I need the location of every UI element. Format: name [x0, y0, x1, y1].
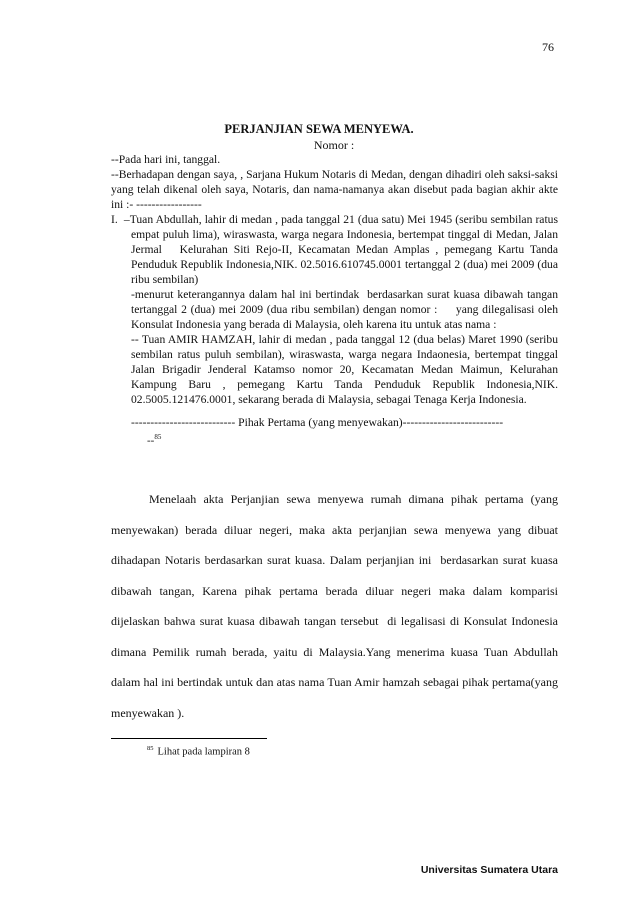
first-party-principal: -- Tuan AMIR HAMZAH, lahir di medan , pada tanggal 12 (dua belas) Maret 1990 (seribu sembilan ratus puluh sembilan), wiraswasta, warga negara Indaonesia, bertempat tinggal Jalan Brigadir Jenderal Katamso nomor 20, Kecamatan Medan Maimun, Kelurahan Kampung Baru , pemegang Kartu Tanda Penduduk Republik Indonesia,NIK. 02.5005.121476.0001, sekarang berada di Malaysia, sebagai Tenaga Kerja Indonesia.: [131, 333, 558, 406]
university-footer: Universitas Sumatera Utara: [420, 864, 558, 876]
first-party-paragraph: I. –Tuan Abdullah, lahir di medan , pada tanggal 21 (dua satu) Mei 1945 (seribu sembilan ratus empat puluh lima), wiraswasta, warga negara Indonesia, bertempat tinggal di Medan, Jalan Jermal Kelurahan Siti Rejo-II, Kecamatan Medan Amplas , pemegang Kartu Tanda Penduduk Republik Indonesia,NIK. 02.5016.610745.0001 tertanggal 2 (dua) mei 2009 (dua ribu sembilan): [111, 213, 558, 286]
party-separator-line: [111, 415, 558, 430]
footnote-reference: 85: [154, 433, 162, 441]
deed-appearance-paragraph: --Berhadapan dengan saya, , Sarjana Hukum Notaris di Medan, dengan dihadiri oleh saksi-saksi yang telah dikenal oleh saya, Notaris, dan nama-namanya akan disebut pada bagian akhir akte ini :- -----------------: [111, 168, 558, 211]
separator-label: Pihak Pertama (yang menyewakan): [235, 416, 403, 429]
document-number-label: Nomor :: [313, 138, 355, 152]
deed-date-line: --Pada hari ini, tanggal.: [111, 153, 221, 166]
document-title: PERJANJIAN SEWA MENYEWA.: [224, 122, 414, 136]
deed-section: [111, 152, 558, 449]
footnote-number: 85: [147, 745, 154, 752]
separator-dashes-right: --------------------------: [402, 416, 504, 429]
analysis-section: [111, 484, 558, 728]
footnote-text: Lihat pada lampiran 8: [157, 746, 250, 758]
footnote-divider: [111, 738, 267, 739]
separator-dashes-left: ---------------------------: [131, 416, 236, 429]
page-number: 76: [542, 40, 554, 54]
separator-trail: [111, 430, 558, 449]
first-party-authority-note: -menurut keterangannya dalam hal ini bertindak berdasarkan surat kuasa dibawah tangan tertanggal 2 (dua) mei 2009 (dua ribu sembilan) dengan nomor : yang dilegalisasi oleh Konsulat Indonesia yang berada di Malaysia, oleh karena itu untuk atas nama :: [131, 288, 558, 331]
footnote: [147, 745, 250, 758]
separator-trail-dashes: --: [147, 434, 155, 447]
analysis-paragraph: Menelaah akta Perjanjian sewa menyewa rumah dimana pihak pertama (yang menyewakan) berada diluar negeri, maka akta perjanjian sewa menyewa yang dibuat dihadapan Notaris berdasarkan surat kuasa. Dalam perjanjian ini berdasarkan surat kuasa dibawah tangan, Karena pihak pertama berada diluar negeri maka dalam komparisi dijelaskan bahwa surat kuasa dibawah tangan tersebut di legalisasi di Konsulat Indonesia dimana Pemilik rumah berada, yaitu di Malaysia.Yang menerima kuasa Tuan Abdullah dalam hal ini bertindak untuk dan atas nama Tuan Amir hamzah sebagai pihak pertama(yang menyewakan ).: [111, 492, 558, 720]
